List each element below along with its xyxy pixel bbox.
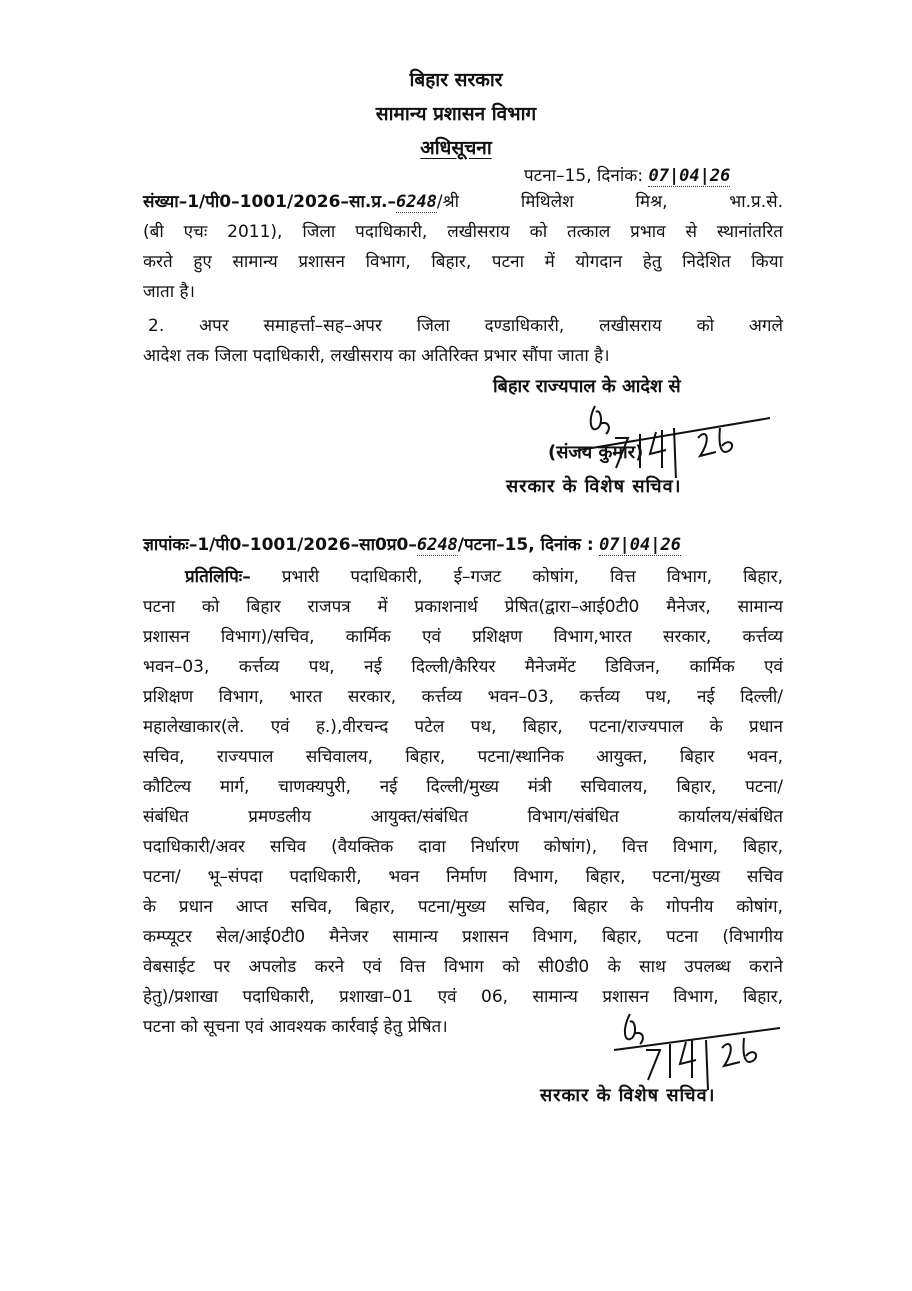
memo-handwritten-number: 6248 — [416, 535, 458, 555]
copy-line: प्रशिक्षण विभाग, भारत सरकार, कर्त्तव्य भवन–03, कर्त्तव्य पथ, नई दिल्ली/ — [143, 687, 783, 707]
para1-line: (बी एचः 2011), जिला पदाधिकारी, लखीसराय को तत्काल प्रभाव से स्थानांतरित — [143, 222, 783, 242]
department-title: सामान्य प्रशासन विभाग — [375, 103, 537, 125]
copy-label: प्रतिलिपिः– — [185, 567, 251, 587]
memo-handwritten-date: 07|04|26 — [599, 535, 681, 555]
government-title: बिहार सरकार — [409, 69, 503, 91]
handwritten-number: 6248 — [395, 192, 437, 212]
para1-line: जाता है। — [143, 282, 195, 302]
signatory-designation: सरकार के विशेष सचिव। — [506, 476, 682, 497]
notification-number: संख्या–1/पी0–1001/2026–सा.प्र.– — [143, 192, 396, 212]
copy-line: हेतु)/प्रशाखा पदाधिकारी, प्रशाखा–01 एवं 06, सामान्य प्रशासन विभाग, बिहार, — [143, 987, 783, 1007]
copy-line: वेबसाईट पर अपलोड करने एवं वित्त विभाग को सी0डी0 के साथ उपलब्ध कराने — [143, 957, 783, 977]
copy-line: प्रशासन विभाग)/सचिव, कार्मिक एवं प्रशिक्षण विभाग,भारत सरकार, कर्त्तव्य — [143, 627, 783, 647]
copy-line: पदाधिकारी/अवर सचिव (वैयक्तिक दावा निर्धारण कोषांग), वित्त विभाग, बिहार, — [143, 837, 783, 857]
dateline-place: पटना–15, दिनांक: — [524, 166, 644, 186]
signatory-name: (संजय कुमार) — [548, 442, 644, 463]
copy-line: कम्प्यूटर सेल/आई0टी0 मैनेजर सामान्य प्रशासन विभाग, बिहार, पटना (विभागीय — [143, 927, 783, 947]
signature-icon — [610, 1010, 790, 1090]
para2-line: आदेश तक जिला पदाधिकारी, लखीसराय का अतिरिक्त प्रभार सौंपा जाता है। — [143, 346, 610, 366]
copy-line: भवन–03, कर्त्तव्य पथ, नई दिल्ली/कैरियर मैनेजमेंट डिविजन, कार्मिक एवं — [143, 657, 783, 677]
para1-line: करते हुए सामान्य प्रशासन विभाग, बिहार, पटना में योगदान हेतु निदेशित किया — [143, 252, 783, 272]
copy-line: महालेखाकार(ले. एवं ह.),वीरचन्द पटेल पथ, बिहार, पटना/राज्यपाल के प्रधान — [143, 717, 783, 737]
document-type — [0, 134, 912, 160]
memo-number-line — [143, 530, 823, 560]
handwritten-date: 07|04|26 — [648, 166, 731, 186]
copy-line: संबंधित प्रमण्डलीय आयुक्त/संबंधित विभाग/संबंधित कार्यालय/संबंधित — [143, 807, 783, 827]
notification-number-line — [143, 187, 783, 217]
memo-number-suffix: /पटना–15, दिनांक : — [457, 535, 594, 555]
memo-signatory-designation: सरकार के विशेष सचिव। — [540, 1085, 716, 1106]
document-type-label: अधिसूचना — [420, 137, 492, 159]
copy-text: प्रभारी पदाधिकारी, ई–गजट कोषांग, वित्त विभाग, बिहार, — [281, 567, 784, 587]
dateline — [524, 163, 730, 186]
copy-line: पटना को बिहार राजपत्र में प्रकाशनार्थ प्रेषित(द्वारा–आई0टी0 मैनेजर, सामान्य — [143, 597, 783, 617]
copy-line: पटना को सूचना एवं आवश्यक कार्रवाई हेतु प्रेषित। — [143, 1017, 448, 1037]
copy-line: के प्रधान आप्त सचिव, बिहार, पटना/मुख्य सचिव, बिहार के गोपनीय कोषांग, — [143, 897, 783, 917]
by-order-of-governor: बिहार राज्यपाल के आदेश से — [493, 376, 681, 397]
copy-line: कौटिल्य मार्ग, चाणक्यपुरी, नई दिल्ली/मुख्य मंत्री सचिवालय, बिहार, पटना/ — [143, 777, 783, 797]
copy-line: सचिव, राज्यपाल सचिवालय, बिहार, पटना/स्थानिक आयुक्त, बिहार भवन, — [143, 747, 783, 767]
copy-line: पटना/ भू–संपदा पदाधिकारी, भवन निर्माण विभाग, बिहार, पटना/मुख्य सचिव — [143, 867, 783, 887]
memo-number: ज्ञापांकः–1/पी0–1001/2026–सा0प्र0– — [143, 535, 417, 555]
signature-icon — [570, 398, 770, 478]
para1-line-0: /श्री मिथिलेश मिश्र, भा.प्र.से. — [436, 192, 783, 212]
copy-line — [185, 562, 783, 592]
para2-line: 2. अपर समाहर्त्ता–सह–अपर जिला दण्डाधिकारी, लखीसराय को अगले — [148, 316, 783, 336]
